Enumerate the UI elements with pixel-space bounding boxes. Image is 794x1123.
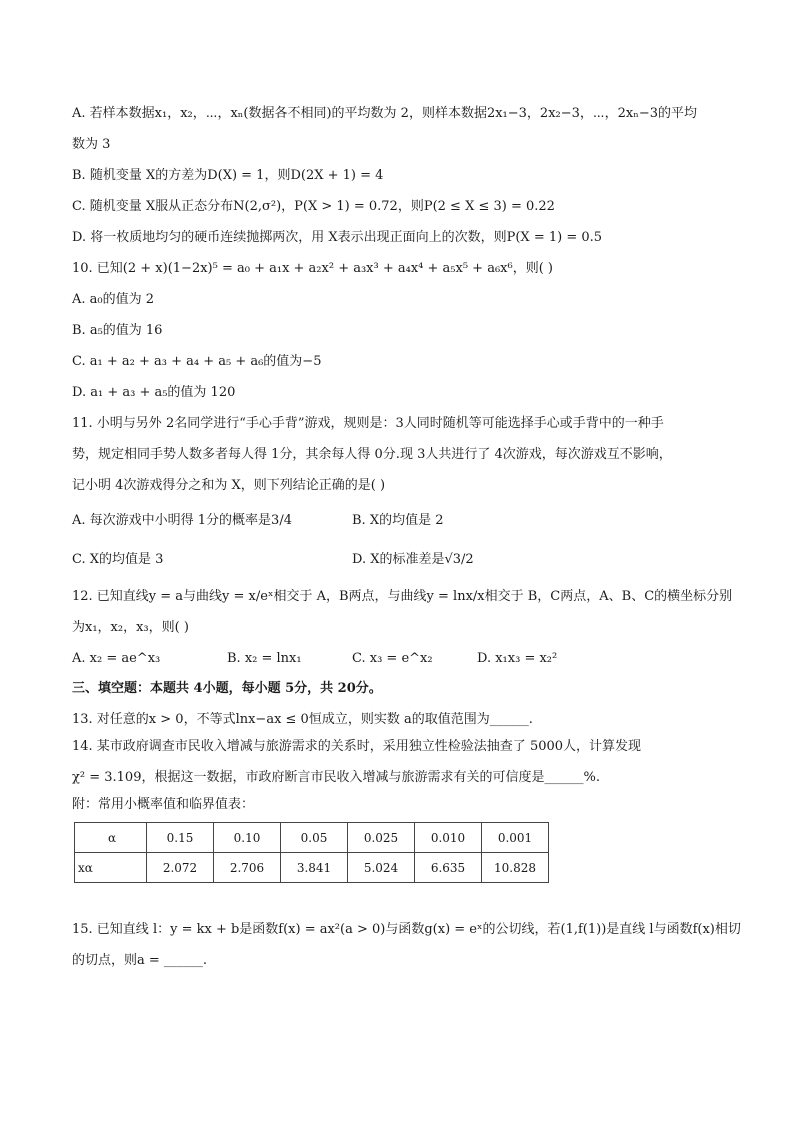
table-header-alpha: α (75, 823, 147, 853)
table-cell: 2.706 (214, 853, 281, 883)
q9-option-a-line2: 数为 3 (72, 137, 111, 152)
q11-option-a: A. 每次游戏中小明得 1分的概率是3/4 (72, 513, 292, 528)
q14-stem-line2: χ² = 3.109，根据这一数据，市政府断言市民收入增减与旅游需求有关的可信度是______%. (72, 770, 600, 785)
q10-stem: 10. 已知(2 + x)(1−2x)⁵ = a₀ + a₁x + a₂x² + a₃x³ + a₄x⁴ + a₅x⁵ + a₆x⁶，则( ) (72, 261, 553, 276)
table-cell: 0.025 (348, 823, 415, 853)
table-cell: 5.024 (348, 853, 415, 883)
q14-stem-line1: 14. 某市政府调查市民收入增减与旅游需求的关系时，采用独立性检验法抽查了 5000人，计算发现 (72, 739, 642, 754)
q14-table-note: 附：常用小概率值和临界值表： (72, 797, 255, 812)
section-heading: 三、填空题：本题共 4小题，每小题 5分，共 20分。 (72, 681, 382, 696)
q12-option-c: C. x₃ = e^x₂ (352, 651, 433, 666)
q11-option-b: B. X的均值是 2 (352, 513, 444, 528)
table-row (75, 823, 549, 853)
q10-option-c: C. a₁ + a₂ + a₃ + a₄ + a₅ + a₆的值为−5 (72, 354, 322, 369)
table-cell: 0.001 (482, 823, 549, 853)
q12-option-a: A. x₂ = ae^x₃ (72, 651, 161, 666)
q9-option-d: D. 将一枚质地均匀的硬币连续抛掷两次，用 X表示出现正面向上的次数，则P(X = 1) = 0.5 (72, 230, 603, 245)
table-cell: 2.072 (147, 853, 214, 883)
table-cell: 3.841 (281, 853, 348, 883)
q10-option-d: D. a₁ + a₃ + a₅的值为 120 (72, 385, 236, 400)
q12-options (72, 650, 732, 668)
q12-option-d: D. x₁x₃ = x₂² (477, 651, 558, 666)
q11-stem-line1: 11. 小明与另外 2名同学进行“手心手背”游戏，规则是：3人同时随机等可能选择手心或手背中的一种手 (72, 416, 664, 431)
table-row (75, 853, 549, 883)
q11-stem-line3: 记小明 4次游戏得分之和为 X，则下列结论正确的是( ) (72, 478, 386, 493)
q12-stem-line1: 12. 已知直线y = a与曲线y = x/eˣ相交于 A，B两点，与曲线y = lnx/x相交于 B，C两点，A、B、C的横坐标分别 (72, 589, 733, 604)
q11-option-c: C. X的均值是 3 (72, 552, 164, 567)
q15-stem-line1: 15. 已知直线 l：y = kx + b是函数f(x) = ax²(a > 0)与函数g(x) = eˣ的公切线，若(1,f(1))是直线 l与函数f(x)相切 (72, 922, 741, 937)
q11-options-row2 (72, 551, 732, 569)
q15-stem-line2: 的切点，则a = ______. (72, 953, 208, 968)
table-cell: 0.05 (281, 823, 348, 853)
table-cell: 0.10 (214, 823, 281, 853)
table-cell: 10.828 (482, 853, 549, 883)
critical-value-table (74, 822, 549, 883)
table-cell: 0.010 (415, 823, 482, 853)
table-header-x-alpha: xα (75, 853, 147, 883)
table-cell: 6.635 (415, 853, 482, 883)
q12-option-b: B. x₂ = lnx₁ (227, 651, 302, 666)
q9-option-b: B. 随机变量 X的方差为D(X) = 1，则D(2X + 1) = 4 (72, 168, 384, 183)
q10-option-b: B. a₅的值为 16 (72, 323, 163, 338)
q11-stem-line2: 势，规定相同手势人数多者每人得 1分，其余每人得 0分.现 3人共进行了 4次游戏，每次游戏互不影响， (72, 447, 672, 462)
q12-stem-line2: 为x₁，x₂，x₃，则( ) (72, 620, 189, 635)
q11-option-d: D. X的标准差是√3/2 (352, 552, 474, 567)
table-cell: 0.15 (147, 823, 214, 853)
exam-page (72, 96, 741, 970)
q13-stem: 13. 对任意的x > 0，不等式lnx−ax ≤ 0恒成立，则实数 a的取值范围为______. (72, 712, 533, 727)
q10-option-a: A. a₀的值为 2 (72, 292, 155, 307)
q11-options-row1 (72, 512, 732, 530)
q9-option-a-line1: A. 若样本数据x₁，x₂，⋯，xₙ(数据各不相同)的平均数为 2，则样本数据2x₁−3，2x₂−3，⋯，2xₙ−3的平均 (72, 106, 697, 121)
q9-option-c: C. 随机变量 X服从正态分布N(2,σ²)，P(X > 1) = 0.72，则P(2 ≤ X ≤ 3) = 0.22 (72, 199, 555, 214)
